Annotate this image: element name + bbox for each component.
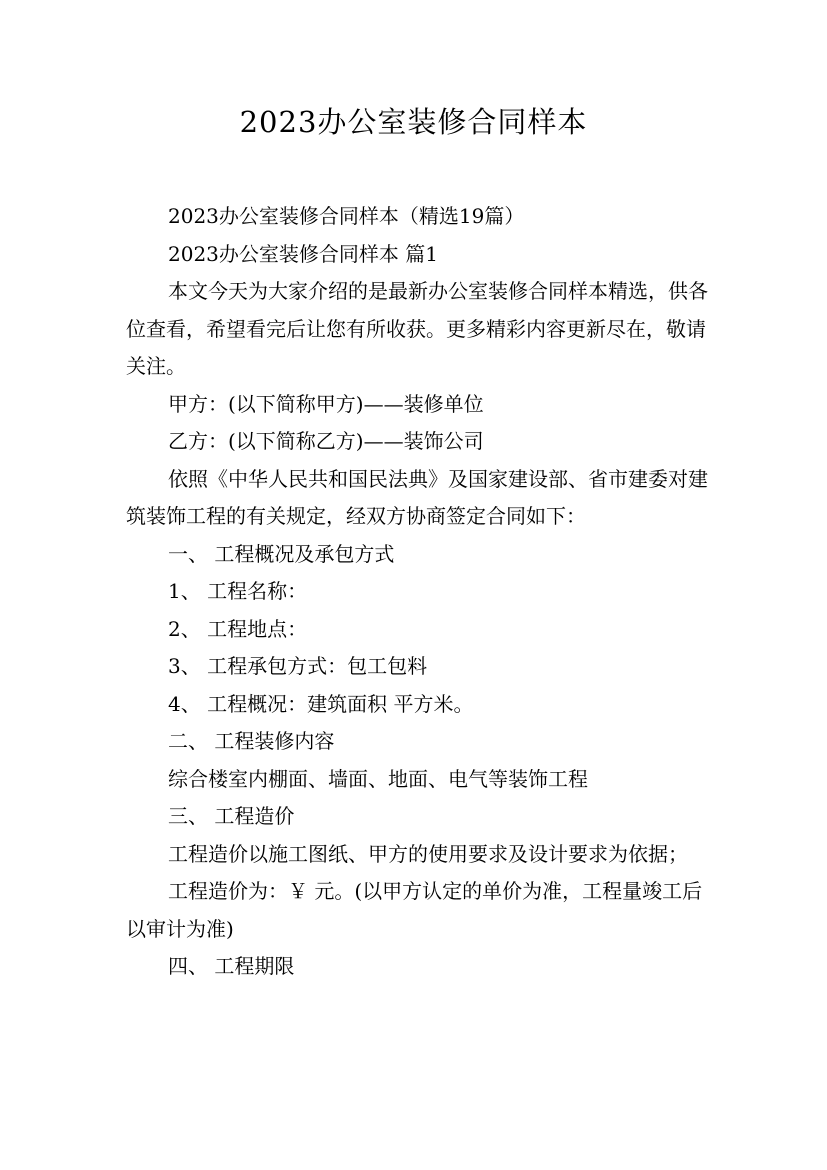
heading-project-overview: 一、 工程概况及承包方式 bbox=[168, 541, 395, 566]
paragraph-section-heading: 2023办公室装修合同样本 篇1 bbox=[168, 241, 438, 266]
paragraph-cost-basis: 工程造价以施工图纸、甲方的使用要求及设计要求为依据； bbox=[168, 841, 688, 866]
paragraph-intro: 本文今天为大家介绍的是最新办公室装修合同样本精选，供各位查看，希望看完后让您有所收获。更多精彩内容更新尽在，敬请关注。 bbox=[126, 279, 708, 378]
paragraph-cost-amount: 工程造价为：￥ 元。(以甲方认定的单价为准，工程量竣工后以审计为准) bbox=[126, 879, 703, 941]
document-body bbox=[126, 198, 709, 986]
heading-decoration-content: 二、 工程装修内容 bbox=[168, 729, 335, 753]
heading-project-period: 四、 工程期限 bbox=[168, 954, 295, 978]
paragraph-party-b: 乙方：(以下简称乙方)——装饰公司 bbox=[168, 429, 484, 453]
paragraph-decoration-scope: 综合楼室内棚面、墙面、地面、电气等装饰工程 bbox=[168, 766, 588, 791]
paragraph-subtitle: 2023办公室装修合同样本（精选19篇） bbox=[168, 204, 525, 228]
item-project-location: 2、 工程地点： bbox=[168, 616, 308, 641]
paragraph-basis: 依照《中华人民共和国民法典》及国家建设部、省市建委对建筑装饰工程的有关规定，经双方协商签定合同如下： bbox=[126, 466, 708, 528]
document-title: 2023办公室装修合同样本 bbox=[239, 105, 588, 139]
paragraph-party-a: 甲方：(以下简称甲方)——装修单位 bbox=[168, 391, 484, 416]
item-contract-method: 3、 工程承包方式：包工包料 bbox=[168, 654, 428, 678]
item-project-name: 1、 工程名称： bbox=[168, 579, 308, 603]
heading-project-cost: 三、 工程造价 bbox=[168, 804, 295, 828]
item-project-overview: 4、 工程概况：建筑面积 平方米。 bbox=[168, 691, 474, 716]
